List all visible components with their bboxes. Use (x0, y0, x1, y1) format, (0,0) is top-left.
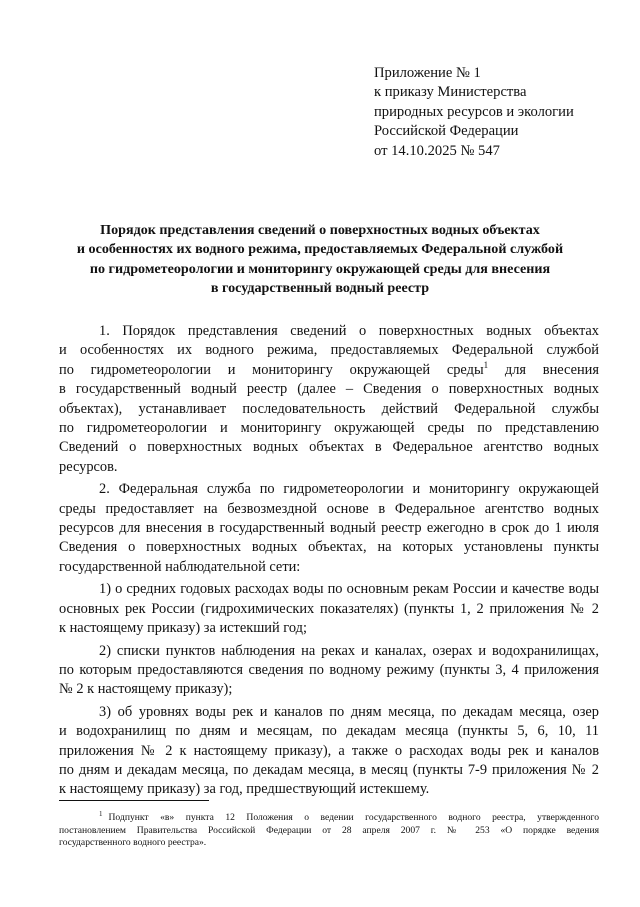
paragraph-1 (59, 322, 599, 477)
text-line: ресурсов для внесения в государственный водный реестр ежегодно в срок до 1 июля (59, 520, 599, 537)
title-line: и особенностях их водного режима, предоставляемых Федеральной службой (76, 241, 564, 258)
document-title (40, 221, 600, 298)
text-fragment: Подпункт «в» пункта 12 Положения о ведении государственного водного реестра, утвержденного (108, 812, 599, 823)
text-line: Сведений о поверхностных водных объектах в Федеральное агентство водных (59, 439, 599, 456)
list-item-3 (59, 703, 599, 800)
text-line: и особенностях их водного режима, предоставляемых Федеральной службой (59, 342, 599, 359)
footnote-reference[interactable]: 1 (483, 359, 489, 370)
text-line: по дням и декадам месяца, по декадам месяца, в месяц (пункты 7-9 приложения № 2 (59, 761, 599, 778)
text-line: 2. Федеральная служба по гидрометеорологии и мониторингу окружающей (99, 481, 599, 498)
text-line: 1. Порядок представления сведений о поверхностных водных объектах (99, 323, 599, 339)
appendix-line: Приложение № 1 (374, 65, 481, 81)
text-line: 2) списки пунктов наблюдения на реках и каналах, озерах и водохранилищах, (99, 642, 599, 659)
footnote-divider (59, 800, 209, 801)
paragraph-2 (59, 480, 599, 577)
text-line: ресурсов. (59, 458, 118, 475)
footnote-mark: 1 (99, 810, 103, 818)
appendix-line: природных ресурсов и экологии (374, 103, 574, 120)
text-line-with-footnote (59, 361, 599, 380)
document-body (59, 322, 599, 800)
title-line: Порядок представления сведений о поверхностных водных объектах (100, 222, 540, 238)
text-line: среды предоставляет на безвозмездной основе в Федеральное агентство водных (59, 500, 599, 517)
text-line: и водохранилищ по дням и месяцам, по декадам месяца (пункты 5, 6, 10, 11 (59, 723, 599, 740)
text-line: к настоящему приказу) за истекший год; (59, 620, 307, 637)
text-line: по которым предоставляются сведения по водному режиму (пункты 3, 4 приложения (59, 661, 599, 678)
text-line: объектах), устанавливает последовательность действий Федеральной службы (59, 400, 599, 417)
text-line: по гидрометеорологии и мониторингу окружающей среды по представлению (59, 420, 599, 437)
text-line: государственной наблюдательной сети: (59, 558, 301, 575)
text-line: в государственный водный реестр (далее – Сведения о поверхностных водных (59, 381, 599, 398)
appendix-line: к приказу Министерства (374, 84, 527, 101)
text-line: к настоящему приказу) за год, предшествующий истекшему. (59, 781, 430, 798)
list-item-2 (59, 642, 599, 700)
footnote-line: государственного водного реестра». (59, 837, 207, 849)
title-line: в государственный водный реестр (210, 279, 430, 296)
text-line: № 2 к настоящему приказу); (59, 681, 233, 698)
appendix-line: Российской Федерации (374, 123, 519, 140)
appendix-line: от 14.10.2025 № 547 (374, 142, 500, 159)
text-line: основных рек России (гидрохимических показателях) (пункты 1, 2 приложения № 2 (59, 600, 599, 617)
text-fragment: по гидрометеорологии и мониторингу окружающей среды (59, 361, 484, 378)
footnote (59, 812, 599, 850)
text-line: 1) о средних годовых расходах воды по основным рекам России и качестве воды (99, 581, 599, 598)
text-line: Сведения о поверхностных водных объектах, на которых установлены пункты (59, 539, 599, 556)
text-line: приложения № 2 к настоящему приказу), а также о расходах воды рек и каналов (59, 742, 599, 759)
title-line: по гидрометеорологии и мониторингу окружающей среды для внесения (89, 260, 551, 277)
list-item-1 (59, 580, 599, 638)
text-line: 3) об уровнях воды рек и каналов по дням месяца, по декадам месяца, озер (99, 703, 599, 720)
footnote-line: постановлением Правительства Российской Федерации от 28 апреля 2007 г. № 253 «О порядке ведения (59, 824, 599, 836)
footnote-line (59, 812, 599, 825)
text-fragment: для внесения (504, 361, 599, 378)
appendix-header (374, 64, 624, 161)
